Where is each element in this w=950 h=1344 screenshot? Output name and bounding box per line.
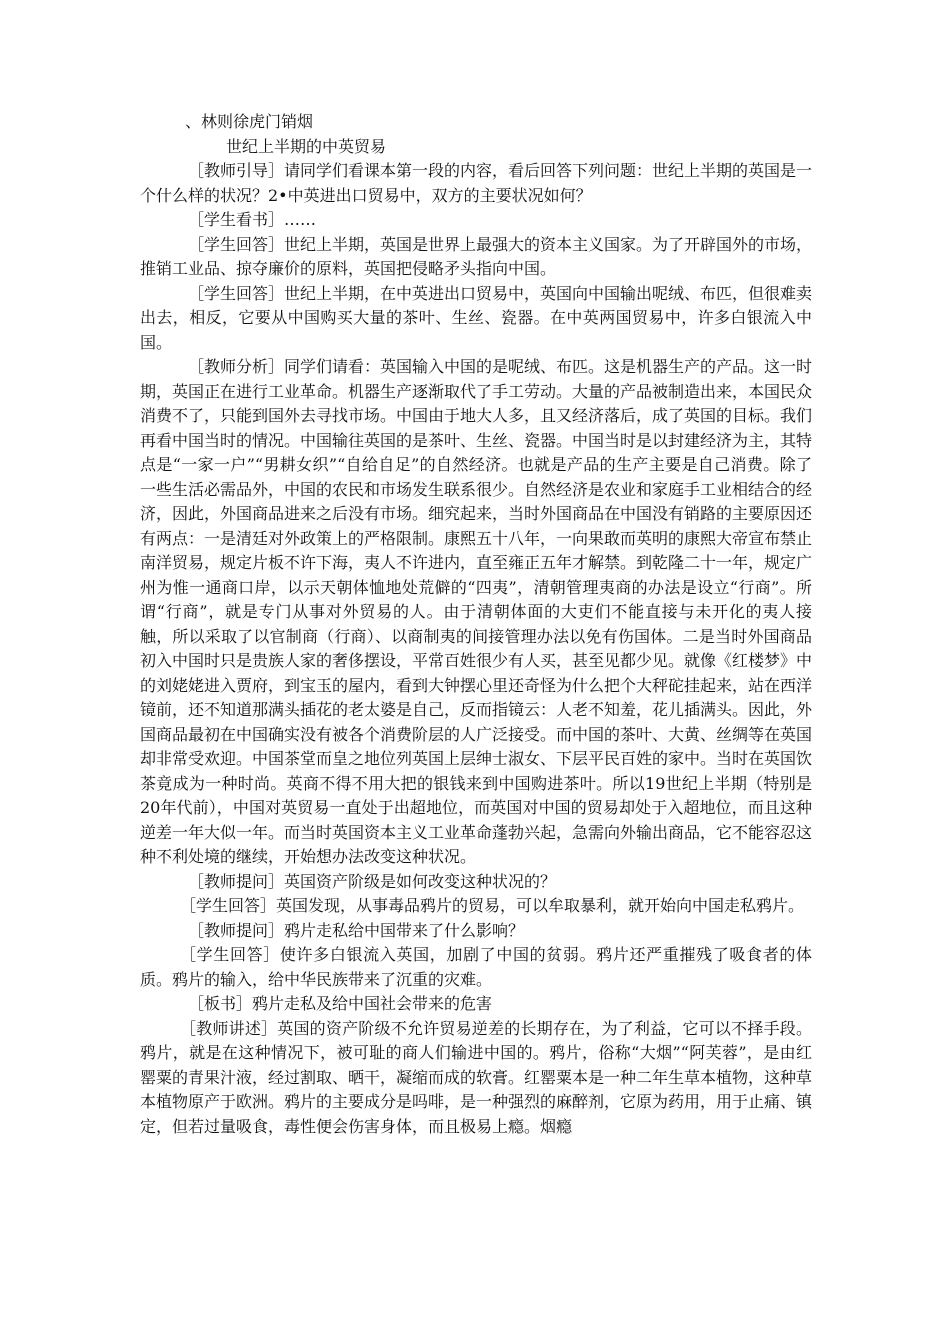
paragraph-student-answer-2: ［学生回答］世纪上半期，在中英进出口贸易中，英国向中国输出呢绒、布匹，但很难卖出去，相反，它要从中国购买大量的茶叶、生丝、瓷器。在中英两国贸易中，许多白银流入中国。 bbox=[140, 283, 813, 352]
section-heading: 、林则徐虎门销烟 bbox=[185, 112, 314, 131]
paragraph-student-answer-3: ［学生回答］英国发现，从事毒品鸦片的贸易，可以牟取暴利，就开始向中国走私鸦片。 bbox=[180, 896, 805, 915]
paragraph-student-answer-4: ［学生回答］使许多白银流入英国，加剧了中国的贫弱。鸦片还严重摧残了吸食者的体质。鸦片的输入，给中华民族带来了沉重的灾难。 bbox=[140, 945, 812, 989]
paragraph-board-note: ［板书］鸦片走私及给中国社会带来的危害 bbox=[188, 994, 493, 1013]
paragraph-student-reading: ［学生看书］…… bbox=[188, 210, 317, 229]
paragraph-teacher-guide: ［教师引导］请同学们看课本第一段的内容，看后回答下列问题：世纪上半期的英国是一个什么样的状况？2•中英进出口贸易中，双方的主要状况如何？ bbox=[140, 161, 813, 205]
paragraph-teacher-question-1: ［教师提问］英国资产阶级是如何改变这种状况的？ bbox=[188, 871, 557, 891]
paragraph-teacher-lecture: ［教师讲述］英国的资产阶级不允许贸易逆差的长期存在，为了利益，它可以不择手段。鸦片，就是在这种情况下，被可耻的商人们输进中国的。鸦片，俗称“大烟”“阿芙蓉”，是由红罂粟的青果汁液，经过割取、晒干，凝缩而成的软膏。红罂粟本是一种二年生草本植物，这种草本植物原产于欧洲。鸦片的主要成分是吗啡，是一种强烈的麻醉剂，它原为药用，用于止痛、镇定，但若过量吸食，毒性便会伤害身体，而且极易上瘾。烟瘾 bbox=[140, 1018, 813, 1136]
document-body bbox=[140, 110, 812, 1139]
paragraph-teacher-analysis: ［教师分析］同学们请看：英国输入中国的是呢绒、布匹。这是机器生产的产品。这一时期，英国正在进行工业革命。机器生产逐渐取代了手工劳动。大量的产品被制造出来，本国民众消费不了，只能到国外去寻找市场。中国由于地大人多，且又经济落后，成了英国的目标。我们再看中国当时的情况。中国输往英国的是茶叶、生丝、瓷器。中国当时是以封建经济为主，其特点是“一家一户”“男耕女织”“自给自足”的自然经济。也就是产品的生产主要是自己消费。除了一些生活必需品外，中国的农民和市场发生联系很少。自然经济是农业和家庭手工业相结合的经济，因此，外国商品进来之后没有市场。细究起来，当时外国商品在中国没有销路的主要原因还有两点：一是清廷对外政策上的严格限制。康熙五十八年，一向果敢而英明的康熙大帝宣布禁止南洋贸易，规定片板不许下海，夷人不许进内，直至雍正五年才解禁。到乾隆二十一年，规定广州为惟一通商口岸，以示天朝体恤地处荒僻的“四夷”，清朝管理夷商的办法是设立“行商”。所谓“行商”，就是专门从事对外贸易的人。由于清朝体面的大吏们不能直接与未开化的夷人接触，所以采取了以官制商（行商）、以商制夷的间接管理办法以免有伤国体。二是当时外国商品初入中国时只是贵族人家的奢侈摆设，平常百姓很少有人买，甚至见都少见。就像《红楼梦》中的刘姥姥进入贾府，到宝玉的屋内，看到大钟摆心里还奇怪为什么把个大秤砣挂起来，站在西洋镜前，还不知道那满头插花的老太婆是自己，反而指镜云：人老不知羞，花儿插满头。因此，外国商品最初在中国确实没有被各个消费阶层的人广泛接受。而中国的茶叶、大黄、丝绸等在英国却非常受欢迎。中国茶堂而皇之地位列英国上层绅士淑女、下层平民百姓的家中。当时在英国饮茶竟成为一种时尚。英商不得不用大把的银钱来到中国购进茶叶。所以19世纪上半期（特别是20年代前），中国对英贸易一直处于出超地位，而英国对中国的贸易却处于入超地位，而且这种逆差一年大似一年。而当时英国资本主义工业革命蓬勃兴起，急需向外输出商品，它不能容忍这种不利处境的继续，开始想办法改变这种状况。 bbox=[140, 357, 813, 866]
paragraph-teacher-question-2: ［教师提问］鸦片走私给中国带来了什么影响？ bbox=[188, 920, 525, 940]
paragraph-student-answer-1: ［学生回答］世纪上半期，英国是世界上最强大的资本主义国家。为了开辟国外的市场，推销工业品、掠夺廉价的原料，英国把侵略矛头指向中国。 bbox=[140, 234, 813, 278]
subsection-heading: 世纪上半期的中英贸易 bbox=[226, 136, 387, 156]
